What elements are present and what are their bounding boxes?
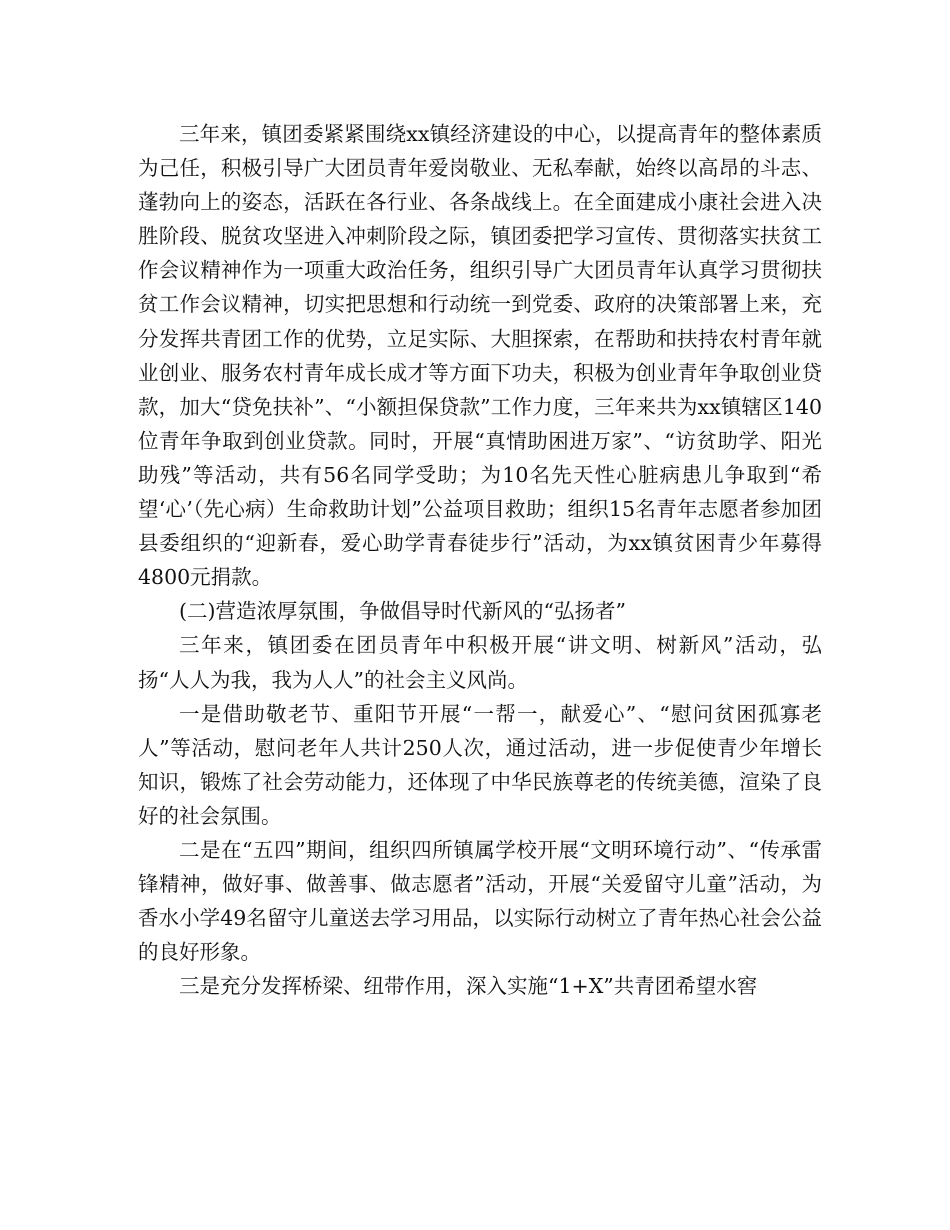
- paragraph-point-2: 二是在“五四”期间，组织四所镇属学校开展“文明环境行动”、“传承雷锋精神，做好事、做善事、做志愿者”活动，开展“关爱留守儿童”活动，为香水小学49名留守儿童送去学习用品，以实际行动树立了青年热心社会公益的良好形象。: [138, 837, 822, 965]
- document-body: [138, 117, 822, 1003]
- section-heading-2: (二)营造浓厚氛围，争做倡导时代新风的“弘扬者”: [179, 599, 626, 624]
- paragraph-new-trend: 三年来，镇团委在团员青年中积极开展“讲文明、树新风”活动，弘扬“人人为我，我为人人”的社会主义风尚。: [138, 633, 822, 692]
- paragraph-point-3: 三是充分发挥桥梁、纽带作用，深入实施“1+X”共青团希望水窖: [179, 974, 758, 999]
- paragraph-achievements: 三年来，镇团委紧紧围绕xx镇经济建设的中心，以提高青年的整体素质为己任，积极引导广大团员青年爱岗敬业、无私奉献，始终以高昂的斗志、蓬勃向上的姿态，活跃在各行业、各条战线上。在全面建成小康社会进入决胜阶段、脱贫攻坚进入冲刺阶段之际，镇团委把学习宣传、贯彻落实扶贫工作会议精神作为一项重大政治任务，组织引导广大团员青年认真学习贯彻扶贫工作会议精神，切实把思想和行动统一到党委、政府的决策部署上来，充分发挥共青团工作的优势，立足实际、大胆探索，在帮助和扶持农村青年就业创业、服务农村青年成长成才等方面下功夫，积极为创业青年争取创业贷款，加大“贷免扶补”、“小额担保贷款”工作力度，三年来共为xx镇辖区140位青年争取到创业贷款。同时，开展“真情助困进万家”、“访贫助学、阳光助残”等活动，共有56名同学受助；为10名先天性心脏病患儿争取到“希望‘心’（先心病）生命救助计划”公益项目救助；组织15名青年志愿者参加团县委组织的“迎新春，爱心助学青春徒步行”活动，为xx镇贫困青少年募得4800元捐款。: [138, 122, 822, 590]
- paragraph-point-1: 一是借助敬老节、重阳节开展“一帮一，献爱心”、“慰问贫困孤寡老人”等活动，慰问老年人共计250人次，通过活动，进一步促使青少年增长知识，锻炼了社会劳动能力，还体现了中华民族尊老的传统美德，渲染了良好的社会氛围。: [138, 701, 822, 828]
